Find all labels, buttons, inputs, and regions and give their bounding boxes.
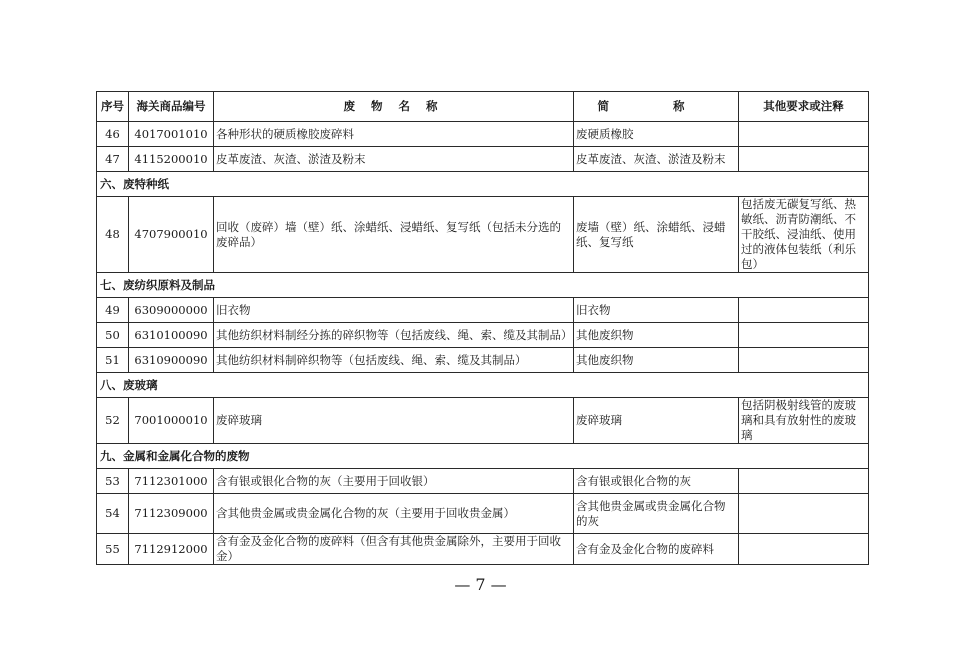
cell-name: 回收（废碎）墙（壁）纸、涂蜡纸、浸蜡纸、复写纸（包括未分选的废碎品） xyxy=(214,197,574,273)
cell-code: 7112912000 xyxy=(129,534,214,565)
cell-name: 皮革废渣、灰渣、淤渣及粉末 xyxy=(214,147,574,172)
section-row xyxy=(97,373,869,398)
page-number: — 7 — xyxy=(454,575,507,594)
section-label: 六、废特种纸 xyxy=(97,172,869,197)
header-row xyxy=(97,92,869,122)
table-row xyxy=(97,348,869,373)
cell-short: 旧衣物 xyxy=(574,298,739,323)
cell-code: 4707900010 xyxy=(129,197,214,273)
table-row xyxy=(97,469,869,494)
cell-code: 6310100090 xyxy=(129,323,214,348)
cell-code: 7001000010 xyxy=(129,398,214,444)
cell-name: 各种形状的硬质橡胶废碎料 xyxy=(214,122,574,147)
cell-name: 含其他贵金属或贵金属化合物的灰（主要用于回收贵金属） xyxy=(214,494,574,534)
cell-note xyxy=(739,147,869,172)
cell-no: 54 xyxy=(97,494,129,534)
table-row xyxy=(97,298,869,323)
table-row xyxy=(97,147,869,172)
table-body xyxy=(97,122,869,565)
table-row xyxy=(97,197,869,273)
cell-note xyxy=(739,298,869,323)
cell-no: 53 xyxy=(97,469,129,494)
section-label: 八、废玻璃 xyxy=(97,373,869,398)
cell-short: 其他废织物 xyxy=(574,323,739,348)
header-code: 海关商品编号 xyxy=(129,92,214,122)
table-row xyxy=(97,323,869,348)
cell-short: 废碎玻璃 xyxy=(574,398,739,444)
cell-code: 6310900090 xyxy=(129,348,214,373)
cell-short: 废硬质橡胶 xyxy=(574,122,739,147)
cell-short: 其他废织物 xyxy=(574,348,739,373)
cell-note xyxy=(739,323,869,348)
section-row xyxy=(97,273,869,298)
cell-code: 7112301000 xyxy=(129,469,214,494)
cell-code: 6309000000 xyxy=(129,298,214,323)
cell-no: 47 xyxy=(97,147,129,172)
header-short: 简 称 xyxy=(574,92,739,122)
cell-short: 含有金及金化合物的废碎料 xyxy=(574,534,739,565)
cell-name: 其他纺织材料制碎织物等（包括废线、绳、索、缆及其制品） xyxy=(214,348,574,373)
cell-note xyxy=(739,122,869,147)
cell-note: 包括废无碳复写纸、热敏纸、沥青防潮纸、不干胶纸、浸油纸、使用过的液体包装纸（利乐包） xyxy=(739,197,869,273)
cell-name: 废碎玻璃 xyxy=(214,398,574,444)
cell-no: 50 xyxy=(97,323,129,348)
cell-short: 废墙（壁）纸、涂蜡纸、浸蜡纸、复写纸 xyxy=(574,197,739,273)
cell-no: 55 xyxy=(97,534,129,565)
header-note: 其他要求或注释 xyxy=(739,92,869,122)
cell-code: 4115200010 xyxy=(129,147,214,172)
cell-name: 含有银或银化合物的灰（主要用于回收银） xyxy=(214,469,574,494)
cell-code: 7112309000 xyxy=(129,494,214,534)
cell-no: 51 xyxy=(97,348,129,373)
cell-note xyxy=(739,534,869,565)
header-name: 废 物 名 称 xyxy=(214,92,574,122)
cell-short: 含其他贵金属或贵金属化合物的灰 xyxy=(574,494,739,534)
cell-code: 4017001010 xyxy=(129,122,214,147)
section-label: 七、废纺织原料及制品 xyxy=(97,273,869,298)
section-row xyxy=(97,444,869,469)
cell-no: 52 xyxy=(97,398,129,444)
cell-name: 旧衣物 xyxy=(214,298,574,323)
table-row xyxy=(97,398,869,444)
section-label: 九、金属和金属化合物的废物 xyxy=(97,444,869,469)
cell-name: 其他纺织材料制经分拣的碎织物等（包括废线、绳、索、缆及其制品） xyxy=(214,323,574,348)
cell-name: 含有金及金化合物的废碎料（但含有其他贵金属除外，主要用于回收金） xyxy=(214,534,574,565)
cell-note xyxy=(739,469,869,494)
cell-short: 皮革废渣、灰渣、淤渣及粉末 xyxy=(574,147,739,172)
cell-no: 49 xyxy=(97,298,129,323)
cell-note xyxy=(739,348,869,373)
table-row xyxy=(97,494,869,534)
waste-list-table xyxy=(96,91,869,565)
cell-note xyxy=(739,494,869,534)
header-no: 序号 xyxy=(97,92,129,122)
cell-no: 48 xyxy=(97,197,129,273)
cell-short: 含有银或银化合物的灰 xyxy=(574,469,739,494)
cell-no: 46 xyxy=(97,122,129,147)
table-row xyxy=(97,122,869,147)
section-row xyxy=(97,172,869,197)
table-row xyxy=(97,534,869,565)
cell-note: 包括阴极射线管的废玻璃和具有放射性的废玻璃 xyxy=(739,398,869,444)
